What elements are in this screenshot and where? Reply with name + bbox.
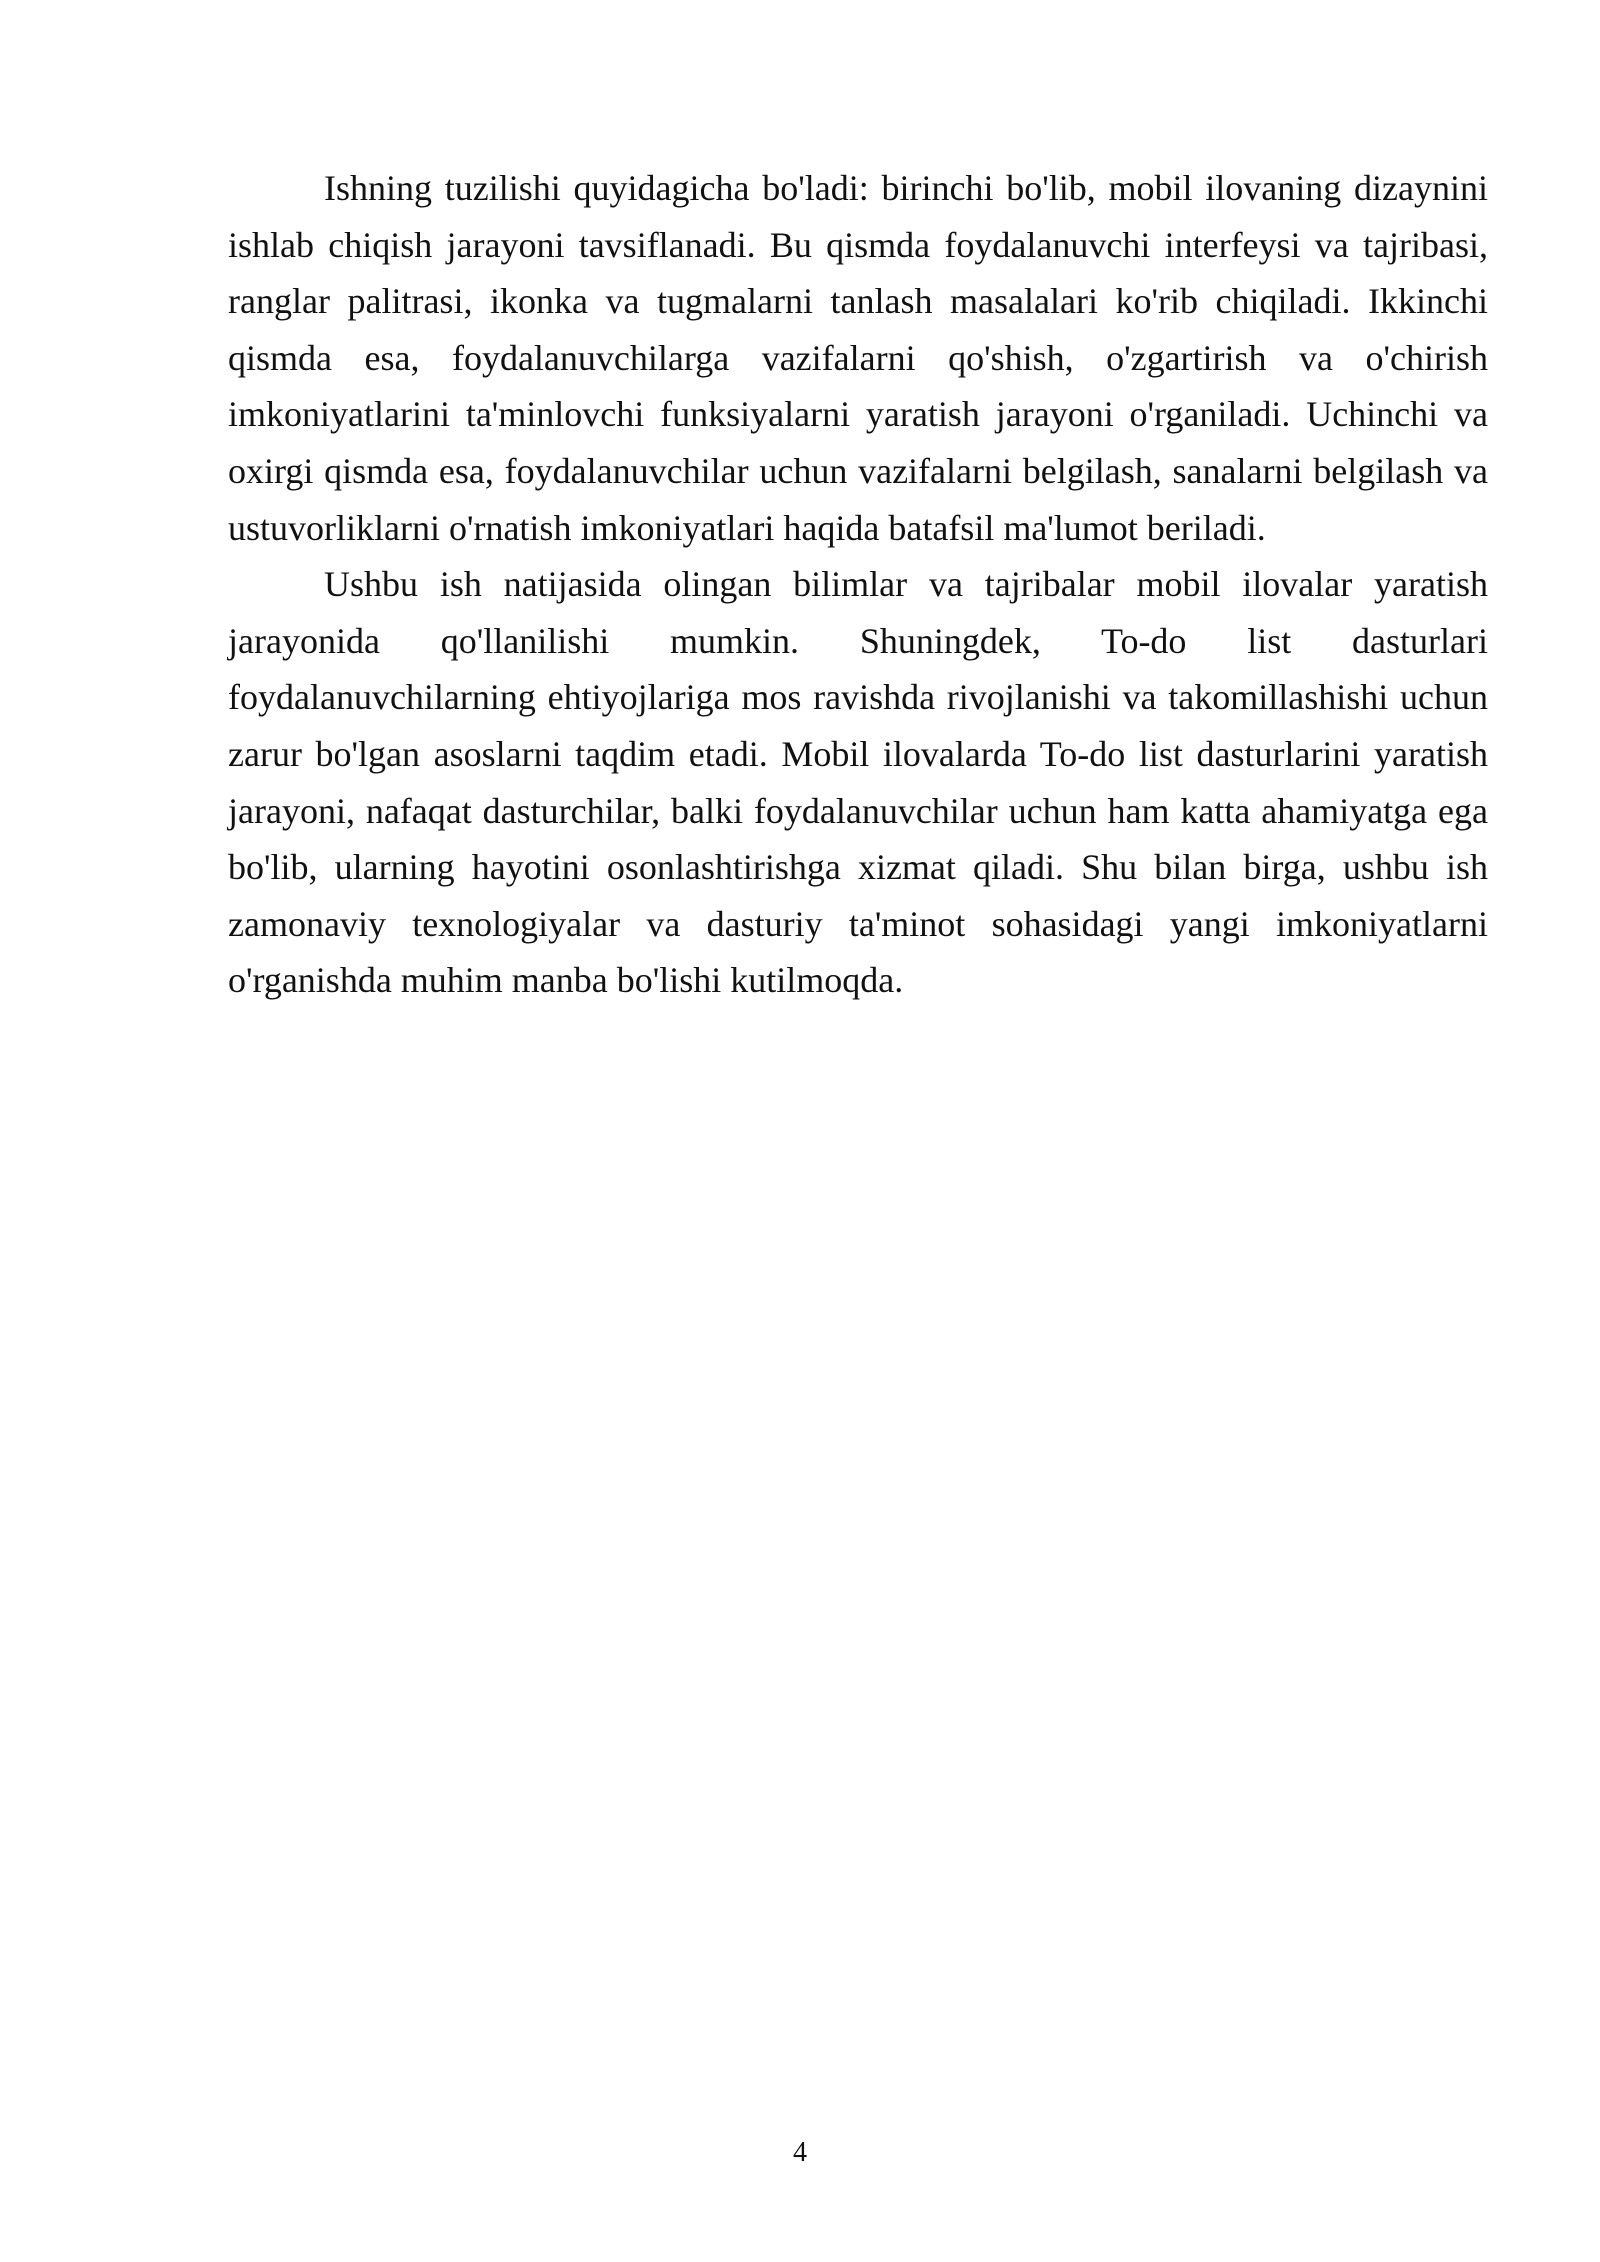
page-number: 4 xyxy=(793,2137,807,2168)
paragraph: Ushbu ish natijasida olingan bilimlar va tajribalar mobil ilovalar yaratish jarayonida qo'llanilishi mumkin. Shuningdek, To-do list dasturlari foydalanuvchilarning ehtiyojlariga mos ravishda rivojlanishi va takomillashishi uchun zarur bo'lgan asoslarni taqdim etadi. Mobil ilovalarda To-do list dasturlarini yaratish jarayoni, nafaqat dasturchilar, balki foydalanuvchilar uchun ham katta ahamiyatga ega bo'lib, ularning hayotini osonlashtirishga xizmat qiladi. Shu bilan birga, ushbu ish zamonaviy texnologiyalar va dasturiy ta'minot sohasidagi yangi imkoniyatlarni o'rganishda muhim manba bo'lishi kutilmoqda. xyxy=(228,564,1488,1001)
body-text xyxy=(228,160,1488,1009)
paragraph: Ishning tuzilishi quyidagicha bo'ladi: birinchi bo'lib, mobil ilovaning dizaynini ishlab chiqish jarayoni tavsiflanadi. Bu qismda foydalanuvchi interfeysi va tajribasi, ranglar palitrasi, ikonka va tugmalarni tanlash masalalari ko'rib chiqiladi. Ikkinchi qismda esa, foydalanuvchilarga vazifalarni qo'shish, o'zgartirish va o'chirish imkoniyatlarini ta'minlovchi funksiyalarni yaratish jarayoni o'rganiladi. Uchinchi va oxirgi qismda esa, foydalanuvchilar uchun vazifalarni belgilash, sanalarni belgilash va ustuvorliklarni o'rnatish imkoniyatlari haqida batafsil ma'lumot beriladi. xyxy=(228,168,1488,548)
